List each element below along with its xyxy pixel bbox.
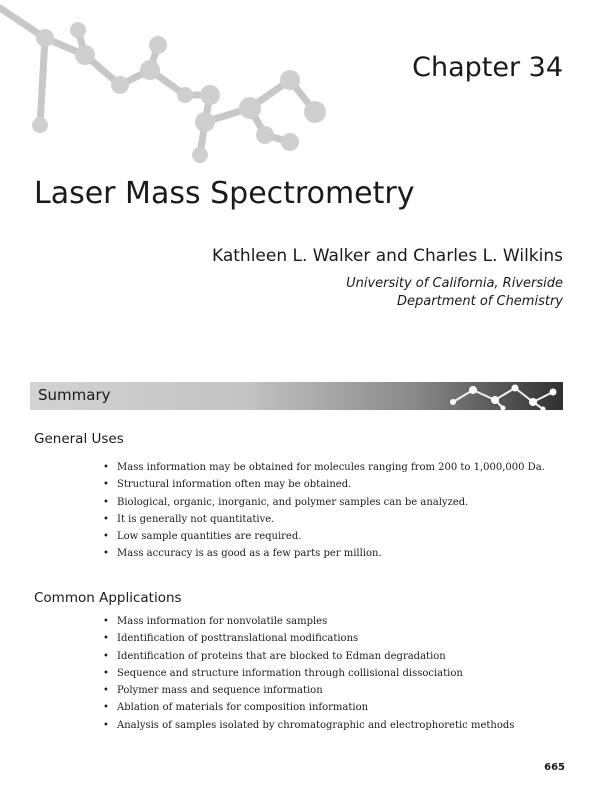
summary-banner	[30, 382, 563, 410]
list-item: • It is generally not quantitative.	[103, 511, 545, 528]
list-item: • Ablation of materials for composition information	[103, 699, 514, 716]
list-item: • Biological, organic, inorganic, and polymer samples can be analyzed.	[103, 494, 545, 511]
general-uses-heading: General Uses	[34, 431, 124, 447]
list-item: • Identification of proteins that are blocked to Edman degradation	[103, 648, 514, 665]
list-item: • Mass accuracy is as good as a few parts per million.	[103, 545, 545, 562]
list-item: • Mass information for nonvolatile samples	[103, 613, 514, 630]
chapter-title: Laser Mass Spectrometry	[34, 176, 415, 211]
affiliation-department: Department of Chemistry	[397, 294, 563, 309]
list-item: • Mass information may be obtained for molecules ranging from 200 to 1,000,000 Da.	[103, 459, 545, 476]
summary-label: Summary	[38, 386, 111, 404]
authors: Kathleen L. Walker and Charles L. Wilkins	[212, 246, 563, 266]
list-item: • Identification of posttranslational modifications	[103, 630, 514, 647]
general-uses-list	[103, 459, 545, 563]
list-item: • Low sample quantities are required.	[103, 528, 545, 545]
list-item: • Sequence and structure information through collisional dissociation	[103, 665, 514, 682]
molecule-banner-icon	[433, 382, 563, 410]
molecule-illustration	[0, 0, 340, 170]
list-item: • Structural information often may be obtained.	[103, 476, 545, 493]
affiliation-university: University of California, Riverside	[346, 276, 563, 291]
common-applications-list	[103, 613, 514, 734]
common-applications-heading: Common Applications	[34, 590, 182, 606]
page-number: 665	[544, 762, 565, 773]
list-item: • Analysis of samples isolated by chromatographic and electrophoretic methods	[103, 717, 514, 734]
list-item: • Polymer mass and sequence information	[103, 682, 514, 699]
chapter-number: Chapter 34	[412, 52, 563, 83]
